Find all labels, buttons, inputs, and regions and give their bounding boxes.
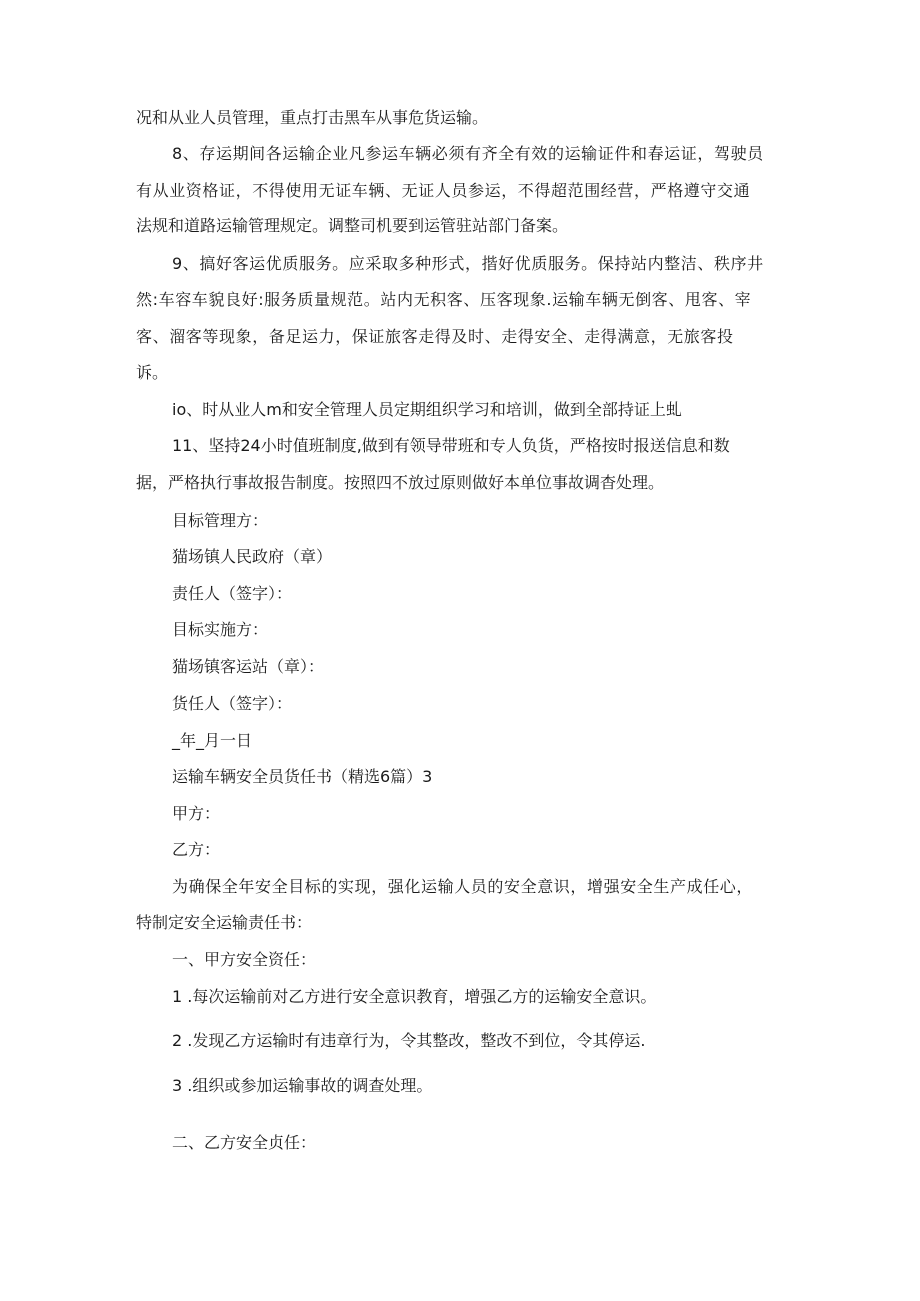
signature-label: 责任人（签字）： bbox=[172, 584, 293, 603]
paragraph-line: 为确保全年安全目标的实现，强化运输人员的安全意识，增强安全生产成任心， bbox=[172, 877, 754, 896]
party-a-label: 甲方： bbox=[172, 804, 221, 823]
paragraph-line: 有从业资格证，不得使用无证车辆、无证人员参运，不得超范围经营，严格遵守交通 bbox=[136, 181, 751, 200]
list-item: 3 .组织或参加运输事故的调查处理。 bbox=[172, 1076, 433, 1095]
paragraph-line: 然:车容车貌良好:服务质量规范。站内无积客、压客现象.运输车辆无倒客、甩客、宰 bbox=[136, 290, 752, 309]
paragraph-line: 9、搞好客运优质服务。应采取多种形式，揩好优质服务。保持站内整洁、秩序井 bbox=[172, 254, 764, 273]
list-item: 2 .发现乙方运输时有违章行为，令其整改，整改不到位，令其停运. bbox=[172, 1031, 646, 1050]
paragraph-line: 8、存运期间各运输企业凡参运车辆必须有齐全有效的运输证件和春运证，驾驶员 bbox=[172, 144, 764, 163]
subsection-heading: 一、甲方安全资任： bbox=[172, 950, 317, 969]
section-title: 运输车辆安全员货任书（精选6篇）3 bbox=[172, 767, 433, 786]
party-b-label: 乙方： bbox=[172, 840, 221, 859]
signature-label: 目标实施方： bbox=[172, 620, 269, 639]
signature-label: 货任人（签字）： bbox=[172, 694, 293, 713]
paragraph-line: 特制定安全运输责任书： bbox=[136, 913, 313, 932]
paragraph-line: 11、坚持24小时值班制度,做到有领导带班和专人负货，严格按时报送信息和数 bbox=[172, 436, 730, 455]
signature-label: 猫场镇客运站（章）： bbox=[172, 657, 325, 676]
paragraph-line: io、时从业人m和安全管理人员定期组织学习和培训，做到全部持证上虬 bbox=[172, 400, 682, 419]
paragraph-line: 法规和道路运输管理规定。调整司机要到运管驻站部门备案。 bbox=[136, 216, 569, 235]
paragraph-line: 诉。 bbox=[136, 363, 169, 382]
signature-label: 猫场镇人民政府（章） bbox=[172, 547, 333, 566]
paragraph-line: 据，严格执行事故报告制度。按照四不放过原则做好本单位事故调杳处理。 bbox=[136, 473, 665, 492]
paragraph-line: 况和从业人员管理，重点打击黑车从事危货运输。 bbox=[136, 108, 489, 127]
subsection-heading: 二、乙方安全贞任： bbox=[172, 1133, 317, 1152]
list-item: 1 .每次运输前对乙方进行安全意识教育，增强乙方的运输安全意识。 bbox=[172, 987, 657, 1006]
paragraph-line: 客、溜客等现象，备足运力，保证旅客走得及时、走得安全、走得满意，无旅客投 bbox=[136, 327, 734, 346]
signature-label: 目标管理方： bbox=[172, 511, 269, 530]
date-line: _年_月一日 bbox=[172, 731, 253, 750]
